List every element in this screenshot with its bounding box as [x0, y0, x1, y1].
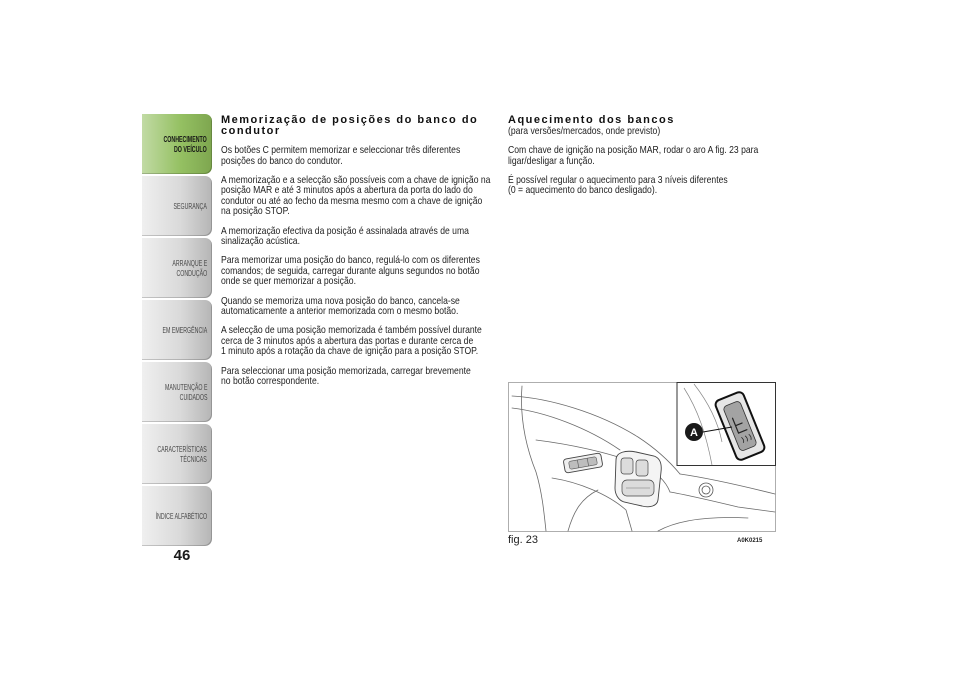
- seat-adjust-switches-drawing: [615, 451, 661, 506]
- sidebar-tab-label: ARRANQUE E CONDUÇÃO: [172, 258, 207, 278]
- body-paragraph: Os botões C permitem memorizar e seleccionar três diferentes posições do banco do condutor.: [221, 144, 461, 167]
- seat-heating-section: [508, 115, 848, 205]
- section-heading: Memorização de posições do banco do condutor: [221, 114, 479, 137]
- body-paragraph: Para memorizar uma posição do banco, regulá-lo com os diferentes comandos; de seguida, carregar durante alguns segundos no botão onde se quer memorizar a posição.: [221, 254, 480, 288]
- sidebar-tab-conhecimento-do-veiculo[interactable]: [142, 114, 212, 174]
- figure-code: A0K0215: [737, 538, 763, 544]
- sidebar-tab-label: ÍNDICE ALFABÉTICO: [155, 511, 207, 521]
- page-number: 46: [173, 547, 191, 564]
- section-heading: Aquecimento dos bancos: [508, 114, 675, 126]
- callout-a-label: A: [690, 427, 698, 439]
- body-paragraph: A memorização efectiva da posição é assinalada através de uma sinalização acústica.: [221, 224, 469, 248]
- body-paragraph: A selecção de uma posição memorizada é também possível durante cerca de 3 minutos após a abertura das portas e durante cerca de 1 minuto após a rotação da chave de ignição para a posição STOP.: [221, 324, 482, 358]
- sidebar-tab-label: MANUTENÇÃO E CUIDADOS: [164, 382, 207, 402]
- figure-caption: fig. 23: [508, 534, 538, 546]
- sidebar-tab-manutencao-e-cuidados[interactable]: [142, 362, 212, 422]
- sidebar-tab-label: CARACTERÍSTICAS TÉCNICAS: [157, 444, 207, 464]
- body-paragraph: A memorização e a selecção são possíveis com a chave de ignição na posição MAR e até 3 minutos após a abertura da porta do lado do condutor ou até ao fecho da mesma mesmo com a chave de ignição na posição STOP.: [221, 173, 491, 218]
- sidebar-tab-label: SEGURANÇA: [173, 201, 207, 211]
- sidebar-tab-em-emergencia[interactable]: [142, 300, 212, 360]
- chapter-index-sidebar: [142, 114, 212, 548]
- body-paragraph: Quando se memoriza uma nova posição do banco, cancela-se automaticamente a anterior memorizada com o mesmo botão.: [221, 294, 460, 318]
- section-subtitle: (para versões/mercados, onde previsto): [508, 124, 661, 137]
- sidebar-tab-caracteristicas-tecnicas[interactable]: [142, 424, 212, 484]
- figure-23-illustration: [508, 382, 776, 532]
- body-paragraph: É possível regular o aquecimento para 3 níveis diferentes (0 = aquecimento do banco desligado).: [508, 173, 728, 197]
- sidebar-tab-label: EM EMERGÊNCIA: [162, 325, 207, 335]
- sidebar-tab-indice-alfabetico[interactable]: [142, 486, 212, 546]
- sidebar-tab-label: CONHECIMENTO DO VEÍCULO: [163, 134, 207, 154]
- body-paragraph: Para seleccionar uma posição memorizada, carregar brevemente no botão correspondente.: [221, 364, 471, 388]
- sidebar-tab-seguranca[interactable]: [142, 176, 212, 236]
- body-paragraph: Com chave de ignição na posição MAR, rodar o aro A fig. 23 para ligar/desligar a função.: [508, 144, 759, 167]
- sidebar-tab-arranque-e-conducao[interactable]: [142, 238, 212, 298]
